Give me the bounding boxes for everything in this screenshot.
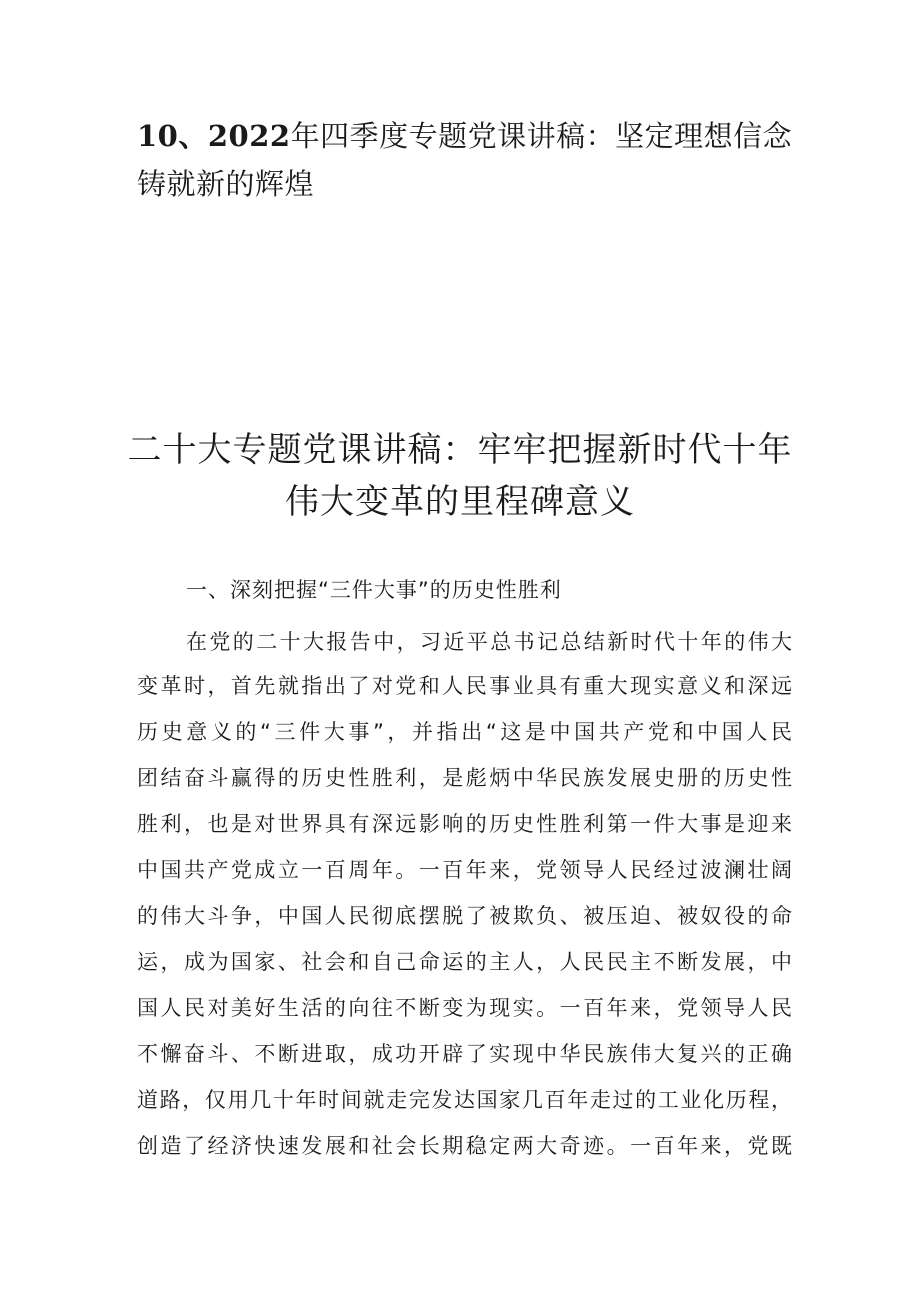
body-line: 胜利，也是对世界具有深远影响的历史性胜利第一件大事是迎来 — [137, 812, 792, 836]
lecture-title — [100, 424, 820, 528]
section-heading: 一、深刻把握“三件大事”的历史性胜利 — [186, 578, 562, 602]
body-line: 国人民对美好生活的向往不断变为现实。一百年来，党领导人民 — [137, 996, 792, 1020]
document-heading — [137, 112, 797, 208]
body-line: 在党的二十大报告中，习近平总书记总结新时代十年的伟大 — [186, 630, 792, 654]
heading-number: 10、2022 — [137, 119, 291, 153]
body-line: 团结奋斗赢得的历史性胜利，是彪炳中华民族发展史册的历史性 — [137, 766, 792, 790]
lecture-title-line-2: 伟大变革的里程碑意义 — [285, 482, 635, 522]
body-line: 道路，仅用几十年时间就走完发达国家几百年走过的工业化历程， — [137, 1088, 792, 1112]
body-line: 变革时，首先就指出了对党和人民事业具有重大现实意义和深远 — [137, 674, 792, 698]
heading-text: 年四季度专题党课讲稿：坚定理想信念铸就新的辉煌 — [137, 119, 793, 201]
body-line: 不懈奋斗、不断进取，成功开辟了实现中华民族伟大复兴的正确 — [137, 1042, 792, 1066]
body-line: 的伟大斗争，中国人民彻底摆脱了被欺负、被压迫、被奴役的命 — [137, 904, 792, 928]
lecture-title-line-1: 二十大专题党课讲稿：牢牢把握新时代十年 — [127, 430, 793, 470]
body-line: 运，成为国家、社会和自己命运的主人，人民民主不断发展，中 — [137, 950, 792, 974]
body-line: 创造了经济快速发展和社会长期稳定两大奇迹。一百年来，党既 — [137, 1134, 792, 1158]
body-line: 中国共产党成立一百周年。一百年来，党领导人民经过波澜壮阔 — [137, 858, 792, 882]
body-line: 历史意义的“三件大事”，并指出“这是中国共产党和中国人民 — [137, 720, 792, 744]
